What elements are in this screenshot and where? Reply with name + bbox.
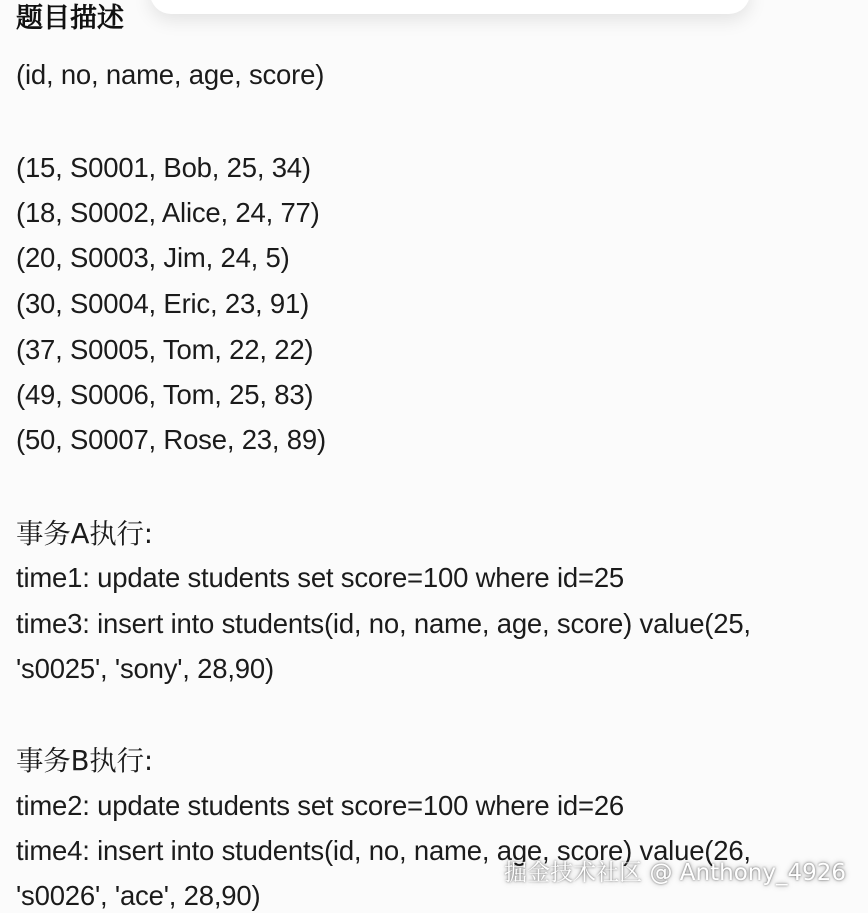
top-card-shadow [150, 0, 750, 14]
table-row: (18, S0002, Alice, 24, 77) [16, 197, 320, 228]
table-row: (37, S0005, Tom, 22, 22) [16, 334, 314, 365]
transaction-a-line: 's0025', 'sony', 28,90) [16, 653, 274, 684]
watermark: 掘金技术社区 @ Anthony_4926 [504, 860, 846, 886]
transaction-b-line: time2: update students set score=100 where id=26 [16, 790, 625, 821]
transaction-a-title: 事务A执行: [16, 518, 153, 550]
table-row: (49, S0006, Tom, 25, 83) [16, 379, 314, 410]
transaction-a-line: time1: update students set score=100 where id=25 [16, 562, 625, 593]
transaction-b-line: 's0026', 'ace', 28,90) [16, 880, 261, 911]
page-title: 题目描述 [16, 3, 124, 34]
transaction-a-line: time3: insert into students(id, no, name, age, score) value(25, [16, 608, 751, 639]
table-row: (20, S0003, Jim, 24, 5) [16, 242, 290, 273]
table-row: (30, S0004, Eric, 23, 91) [16, 288, 310, 319]
table-schema: (id, no, name, age, score) [16, 59, 325, 90]
table-row: (15, S0001, Bob, 25, 34) [16, 152, 311, 183]
transaction-b-line: time4: insert into students(id, no, name, age, score) value(26, [16, 835, 751, 866]
table-row: (50, S0007, Rose, 23, 89) [16, 424, 326, 455]
transaction-b-title: 事务B执行: [16, 745, 153, 777]
